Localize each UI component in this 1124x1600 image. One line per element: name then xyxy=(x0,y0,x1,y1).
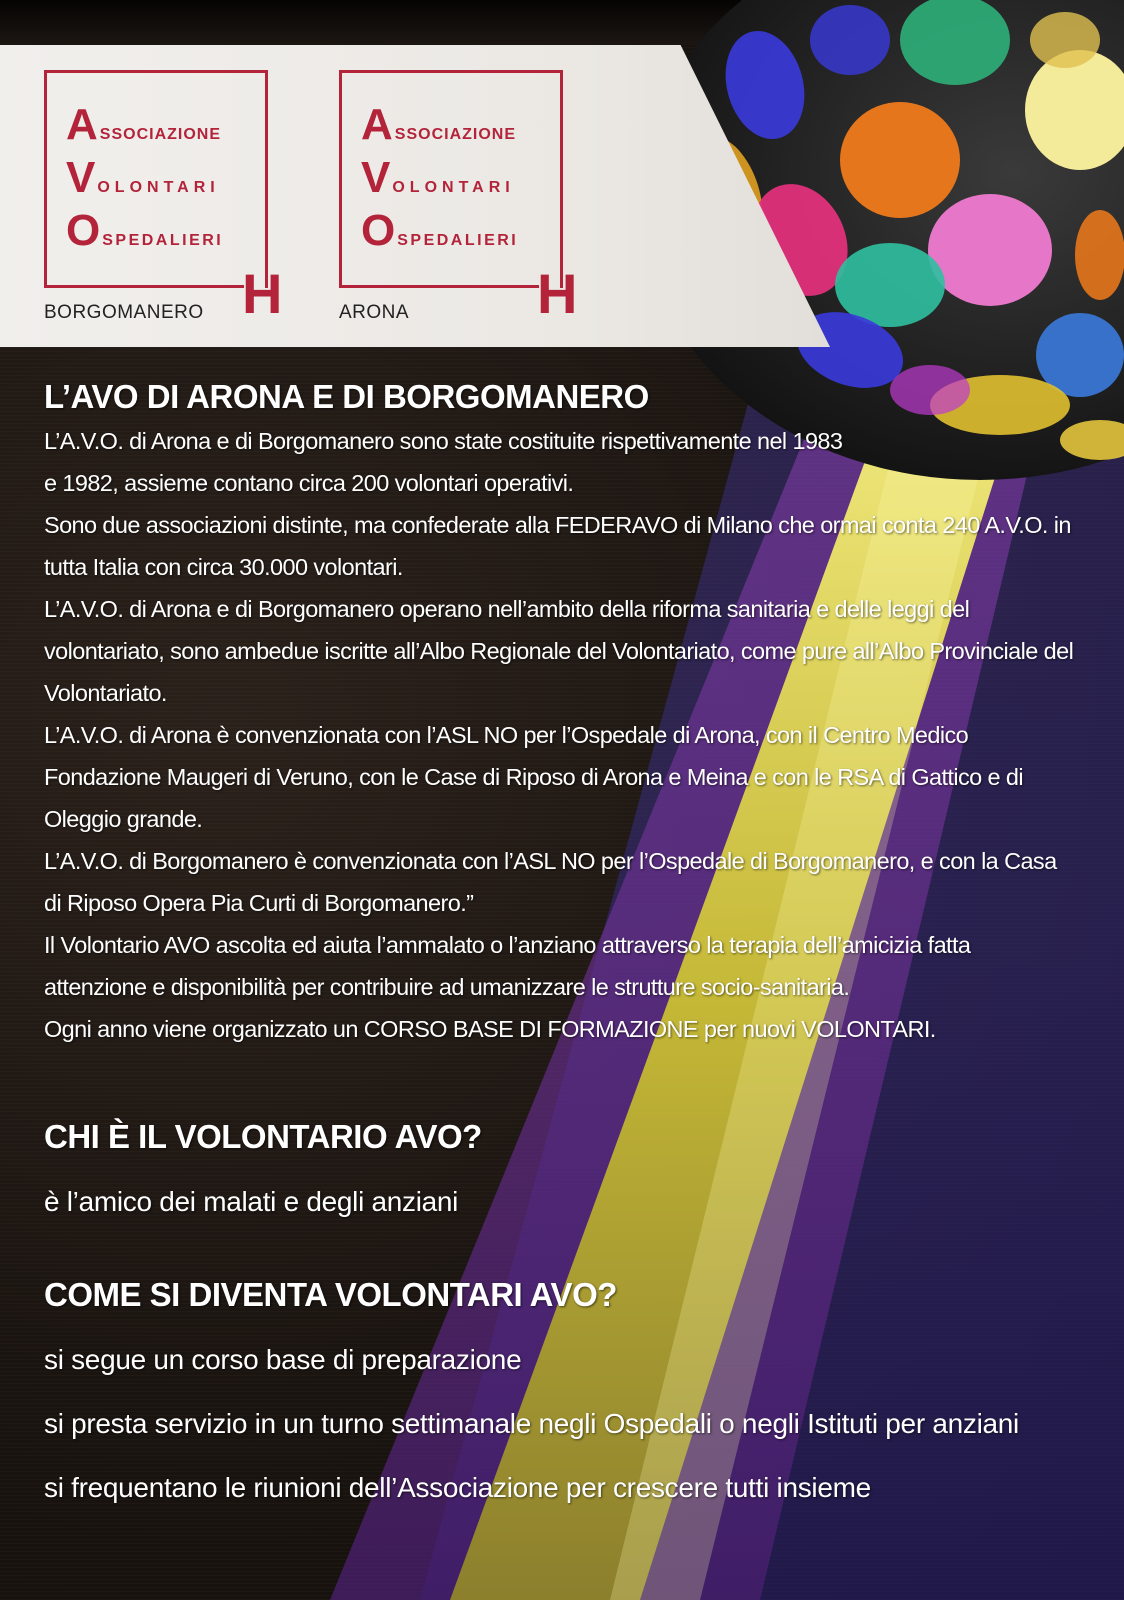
about-paragraph: Sono due associazioni distinte, ma confederate alla FEDERAVO di Milano che ormai conta 240 A.V.O. in tutta Italia con circa 30.000 volontari. xyxy=(44,512,1071,580)
logo-line-volontari xyxy=(361,153,515,203)
logo-initial-a: A xyxy=(361,100,393,149)
section-who-title: CHI È IL VOLONTARIO AVO? xyxy=(44,1118,482,1155)
logo-line-ospedalieri xyxy=(361,206,518,256)
logo-word-associazione: SSOCIAZIONE xyxy=(99,126,222,143)
section-about xyxy=(44,378,1074,1050)
about-paragraph: L’A.V.O. di Arona e di Borgomanero operano nell’ambito della riforma sanitaria e delle leggi del volontariato, sono ambedue iscritte all’Albo Regionale del Volontariato, come pure all’Albo Provinciale del Volontariato. xyxy=(44,596,1074,706)
logo-word-ospedalieri: SPEDALIERI xyxy=(397,232,519,249)
logo-h-letter: H xyxy=(537,262,578,325)
logo-initial-v: V xyxy=(361,153,391,202)
logo-initial-o: O xyxy=(66,206,101,255)
about-paragraph: L’A.V.O. di Arona è convenzionata con l’ASL NO per l’Ospedale di Arona, con il Centro Medico Fondazione Maugeri di Veruno, con le Case di Riposo di Arona e Meina e con le RSA di Gattico e di Oleggio grande. xyxy=(44,722,1024,832)
section-who xyxy=(44,1118,1074,1222)
section-how-list xyxy=(44,1340,1084,1508)
logo-line-associazione xyxy=(66,100,221,150)
section-about-body xyxy=(44,420,1074,1050)
logo-initial-a: A xyxy=(66,100,98,149)
logo-line-associazione xyxy=(361,100,516,150)
logo-word-volontari: OLONTARI xyxy=(97,179,220,196)
logo-word-ospedalieri: SPEDALIERI xyxy=(102,232,224,249)
logo-h-letter: H xyxy=(242,262,283,325)
how-item: si frequentano le riunioni dell’Associazione per crescere tutti insieme xyxy=(44,1472,871,1503)
logo-line-ospedalieri xyxy=(66,206,223,256)
about-paragraph: Ogni anno viene organizzato un CORSO BASE DI FORMAZIONE per nuovi VOLONTARI. xyxy=(44,1016,936,1042)
logo-initial-v: V xyxy=(66,153,96,202)
logo-word-associazione: SSOCIAZIONE xyxy=(394,126,517,143)
section-about-title: L’AVO DI ARONA E DI BORGOMANERO xyxy=(44,378,649,415)
logo-city-label: ARONA xyxy=(339,302,410,323)
logo-frame-bottom xyxy=(339,285,539,288)
logo-city-label: BORGOMANERO xyxy=(44,302,204,323)
logo-frame-bottom xyxy=(44,285,244,288)
avo-borgomanero-logo xyxy=(44,70,304,330)
section-who-text: è l’amico dei malati e degli anziani xyxy=(44,1186,459,1217)
section-how-title: COME SI DIVENTA VOLONTARI AVO? xyxy=(44,1276,617,1313)
about-paragraph: Il Volontario AVO ascolta ed aiuta l’ammalato o l’anziano attraverso la terapia dell’amicizia fatta attenzione e disponibilità per contribuire ad umanizzare le strutture socio-sanitaria. xyxy=(44,932,971,1000)
about-paragraph: L’A.V.O. di Arona e di Borgomanero sono state costituite rispettivamente nel 1983 e 1982, assieme contano circa 200 volontari operativi. xyxy=(44,428,843,496)
logo-initial-o: O xyxy=(361,206,396,255)
logo-line-volontari xyxy=(66,153,220,203)
section-how xyxy=(44,1276,1084,1508)
how-item: si presta servizio in un turno settimanale negli Ospedali o negli Istituti per anziani xyxy=(44,1408,1019,1439)
about-paragraph: L’A.V.O. di Borgomanero è convenzionata con l’ASL NO per l’Ospedale di Borgomanero, e con la Casa di Riposo Opera Pia Curti di Borgomanero.” xyxy=(44,848,1057,916)
logo-word-volontari: OLONTARI xyxy=(392,179,515,196)
avo-arona-logo xyxy=(339,70,599,330)
how-item: si segue un corso base di preparazione xyxy=(44,1344,522,1375)
